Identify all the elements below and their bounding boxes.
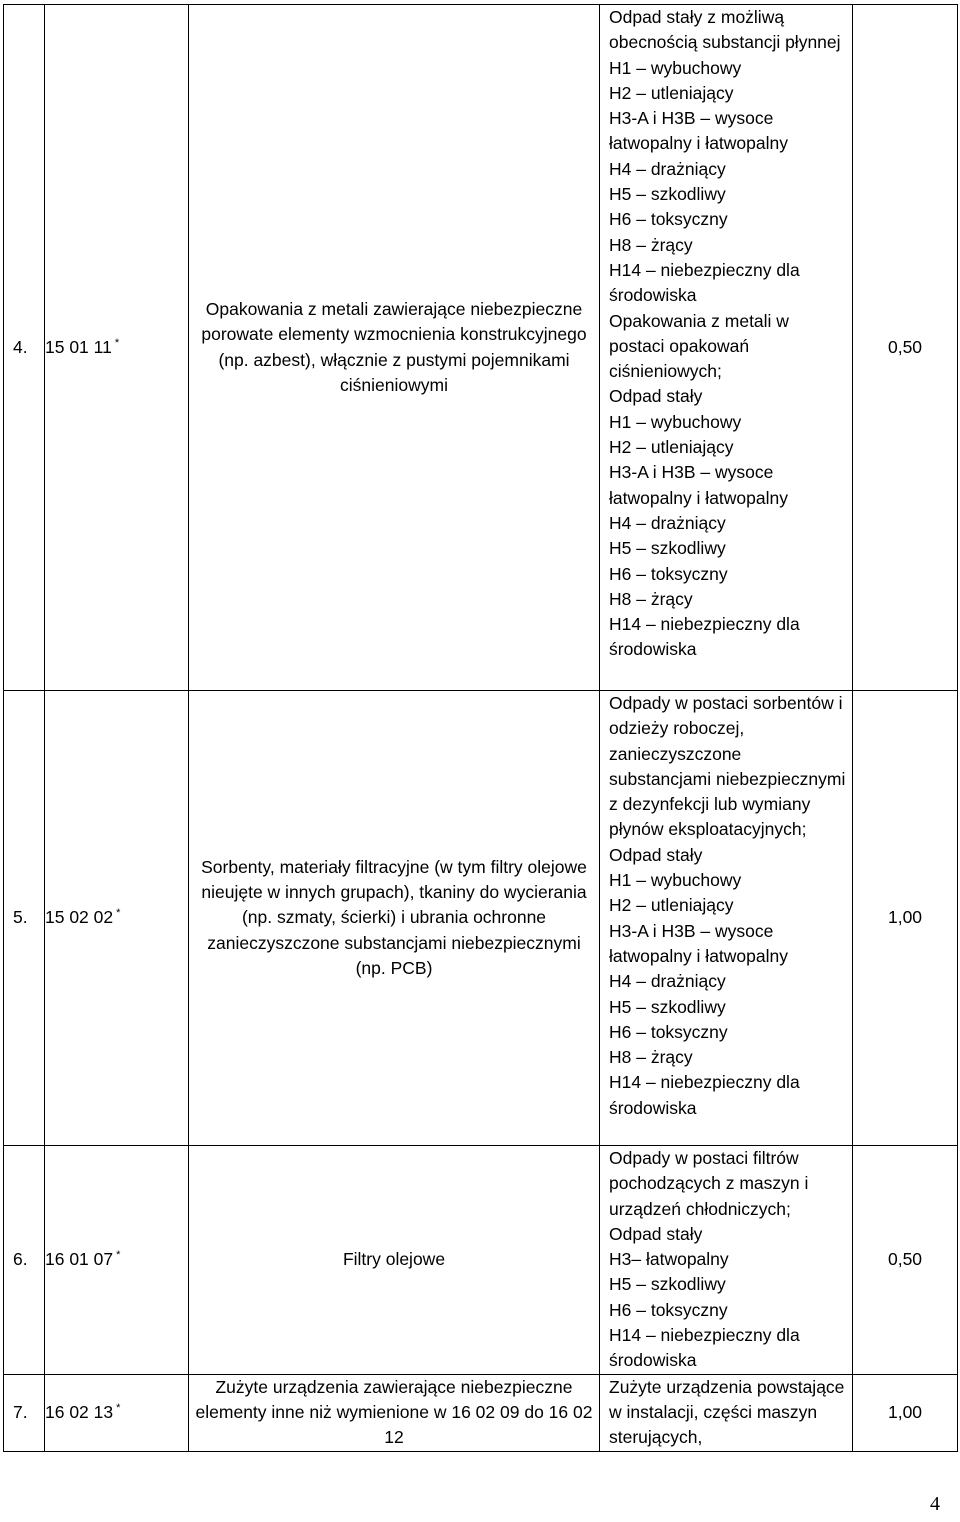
table-row xyxy=(4,5,958,691)
waste-code xyxy=(45,5,189,691)
waste-name: Opakowania z metali zawierające niebezpieczne porowate elementy wzmocnienia konstrukcyjnego (np. azbest), włącznie z pustymi pojemnikami ciśnieniowymi xyxy=(189,5,600,691)
waste-quantity: 0,50 xyxy=(853,1146,958,1375)
waste-code xyxy=(45,1146,189,1375)
waste-properties: Zużyte urządzenia powstające w instalacji, części maszyn sterujących, xyxy=(600,1374,853,1451)
waste-name: Zużyte urządzenia zawierające niebezpieczne elementy inne niż wymienione w 16 02 09 do 16 02 12 xyxy=(189,1374,600,1451)
row-number: 7. xyxy=(4,1374,45,1451)
hazard-mark: * xyxy=(116,907,121,920)
waste-code-value: 15 02 02 xyxy=(45,907,114,928)
waste-code xyxy=(45,691,189,1146)
row-number: 6. xyxy=(4,1146,45,1375)
waste-code-value: 16 01 07 xyxy=(45,1249,114,1270)
table-row xyxy=(4,1146,958,1375)
waste-name: Filtry olejowe xyxy=(189,1146,600,1375)
waste-quantity: 1,00 xyxy=(853,691,958,1146)
row-number: 5. xyxy=(4,691,45,1146)
waste-code-value: 16 02 13 xyxy=(45,1401,114,1422)
hazard-mark: * xyxy=(116,1249,121,1262)
waste-properties: Odpady w postaci filtrów pochodzących z maszyn i urządzeń chłodniczych; Odpad stały H3– łatwopalny H5 – szkodliwy H6 – toksyczny H14 – niebezpieczny dla środowiska xyxy=(600,1146,853,1375)
waste-code xyxy=(45,1374,189,1451)
waste-quantity: 1,00 xyxy=(853,1374,958,1451)
page-number: 4 xyxy=(930,1493,940,1515)
hazard-mark: * xyxy=(116,1401,121,1414)
waste-name: Sorbenty, materiały filtracyjne (w tym filtry olejowe nieujęte w innych grupach), tkaniny do wycierania (np. szmaty, ścierki) i ubrania ochronne zanieczyszczone substancjami niebezpiecznymi (np. PCB) xyxy=(189,691,600,1146)
hazard-mark: * xyxy=(114,336,120,349)
waste-code-value: 15 01 11 xyxy=(45,336,112,357)
waste-table xyxy=(3,4,958,1452)
table-row xyxy=(4,1374,958,1451)
row-number: 4. xyxy=(4,5,45,691)
waste-properties: Odpady w postaci sorbentów i odzieży roboczej, zanieczyszczone substancjami niebezpiecznymi z dezynfekcji lub wymiany płynów eksploatacyjnych; Odpad stały H1 – wybuchowy H2 – utleniający H3-A i H3B – wysoce łatwopalny i łatwopalny H4 – drażniący H5 – szkodliwy H6 – toksyczny H8 – żrący H14 – niebezpieczny dla środowiska xyxy=(600,691,853,1146)
waste-properties: Odpad stały z możliwą obecnością substancji płynnej H1 – wybuchowy H2 – utleniający H3-A i H3B – wysoce łatwopalny i łatwopalny H4 – drażniący H5 – szkodliwy H6 – toksyczny H8 – żrący H14 – niebezpieczny dla środowiska Opakowania z metali w postaci opakowań ciśnieniowych; Odpad stały H1 – wybuchowy H2 – utleniający H3-A i H3B – wysoce łatwopalny i łatwopalny H4 – drażniący H5 – szkodliwy H6 – toksyczny H8 – żrący H14 – niebezpieczny dla środowiska xyxy=(600,5,853,691)
waste-quantity: 0,50 xyxy=(853,5,958,691)
table-row xyxy=(4,691,958,1146)
